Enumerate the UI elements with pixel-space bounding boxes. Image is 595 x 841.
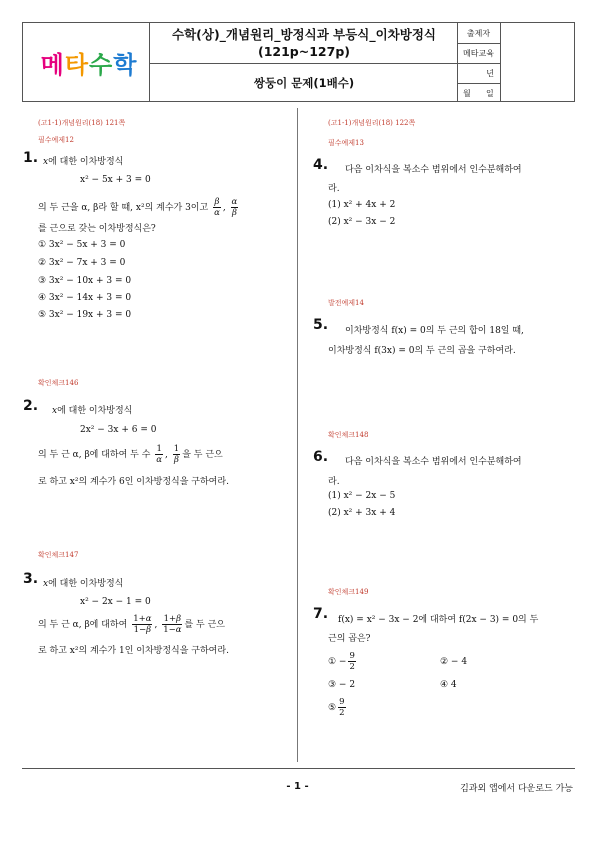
header-divider — [500, 23, 501, 101]
source-reference: (고1-1)개념원리(18) 121쪽 — [38, 119, 126, 127]
source-reference: 확인체크148 — [328, 431, 369, 439]
sub-item: (1) x² − 2x − 5 — [328, 491, 396, 501]
problem-text: x에 대한 이차방정식 — [43, 157, 124, 167]
problem-text: x에 대한 이차방정식 — [43, 579, 124, 589]
problem-text: 의 두 근을 α, β라 할 때, x²의 계수가 3이고 $\frac{\beta}{\alpha}$ , $\frac{\alpha}{\beta}$ — [38, 197, 238, 218]
problem-text: 의 두 근 α, β에 대하여 $\frac{1+\alpha}{1-\beta}$ , $\frac{1+\beta}{1-\alpha}$ 를 두 근으 — [38, 614, 225, 635]
problem-text: 를 근으로 갖는 이차방정식은? — [38, 224, 156, 234]
example-label: 필수예제12 — [38, 136, 74, 144]
month-label: 월 — [463, 89, 471, 98]
problem-text: 이차방정식 f(3x) = 0의 두 근의 곱을 구하여라. — [328, 346, 516, 356]
source-reference: 발전예제14 — [328, 299, 364, 307]
download-note: 김과외 앱에서 다운로드 가능 — [460, 784, 573, 794]
problem-text: 의 두 근 α, β에 대하여 두 수 $\frac{1}{\alpha}$ , $\frac{1}{\beta}$ 을 두 근으 — [38, 444, 223, 465]
sub-item: (2) x² − 3x − 2 — [328, 217, 396, 227]
problem-number: 7. — [313, 606, 329, 622]
problem-number: 1. — [23, 150, 39, 166]
year-label: 년 — [486, 69, 494, 78]
problem-text: 다음 이차식을 복소수 범위에서 인수분해하여 — [345, 165, 522, 175]
page-subtitle: 쌍둥이 문제(1배수) — [253, 76, 355, 90]
problem-text: x에 대한 이차방정식 — [52, 406, 133, 416]
day-label: 일 — [486, 89, 494, 98]
choice: ① − $\frac{9}{2}$ — [328, 651, 355, 672]
problem-text: 이차방정식 f(x) = 0의 두 근의 합이 18일 때, — [345, 326, 524, 336]
column-divider — [297, 108, 298, 762]
problem-number: 5. — [313, 317, 329, 333]
header-divider — [149, 23, 150, 101]
publisher: 메타교육 — [463, 49, 494, 58]
choice: ① 3x² − 5x + 3 = 0 — [38, 240, 126, 250]
source-reference: 확인체크146 — [38, 379, 79, 387]
equation: x² − 2x − 1 = 0 — [80, 597, 151, 607]
source-reference: 확인체크149 — [328, 588, 369, 596]
page-title: 수학(상)_개념원리_방정식과 부등식_이차방정식 (121p~127p) — [172, 27, 436, 59]
problem-text: 라. — [328, 184, 340, 194]
problem-number: 4. — [313, 157, 329, 173]
sub-item: (2) x² + 3x + 4 — [328, 508, 396, 518]
choice: ④ 4 — [440, 680, 457, 690]
header-divider — [457, 43, 500, 44]
logo: 메 타 수 학 — [40, 50, 138, 79]
equation: x² − 5x + 3 = 0 — [80, 175, 151, 185]
choice: ③ − 2 — [328, 680, 356, 690]
choice: ③ 3x² − 10x + 3 = 0 — [38, 276, 132, 286]
page-number: - 1 - — [286, 781, 309, 792]
problem-text: f(x) = x² − 3x − 2에 대하여 f(2x − 3) = 0의 두 — [338, 615, 539, 625]
choice: ② 3x² − 7x + 3 = 0 — [38, 258, 126, 268]
sub-item: (1) x² + 4x + 2 — [328, 200, 396, 210]
author-label: 출제자 — [466, 29, 491, 38]
example-label: 필수예제13 — [328, 139, 364, 147]
problem-text: 라. — [328, 477, 340, 487]
choice: ⑤ $\frac{9}{2}$ — [328, 697, 345, 718]
problem-text: 로 하고 x²의 계수가 1인 이차방정식을 구하여라. — [38, 646, 229, 656]
problem-text: 근의 곱은? — [328, 634, 371, 644]
source-reference: (고1-1)개념원리(18) 122쪽 — [328, 119, 416, 127]
footer-rule — [22, 768, 575, 769]
source-reference: 확인체크147 — [38, 551, 79, 559]
header-divider — [457, 63, 500, 64]
problem-number: 6. — [313, 449, 329, 465]
header-table — [22, 22, 575, 102]
problem-text: 로 하고 x²의 계수가 6인 이차방정식을 구하여라. — [38, 477, 229, 487]
problem-number: 3. — [23, 571, 39, 587]
problem-text: 다음 이차식을 복소수 범위에서 인수분해하여 — [345, 457, 522, 467]
choice: ② − 4 — [440, 657, 468, 667]
equation: 2x² − 3x + 6 = 0 — [80, 425, 157, 435]
choice: ④ 3x² − 14x + 3 = 0 — [38, 293, 132, 303]
header-divider — [457, 83, 500, 84]
choice: ⑤ 3x² − 19x + 3 = 0 — [38, 310, 132, 320]
header-divider — [149, 63, 500, 64]
problem-number: 2. — [23, 398, 39, 414]
